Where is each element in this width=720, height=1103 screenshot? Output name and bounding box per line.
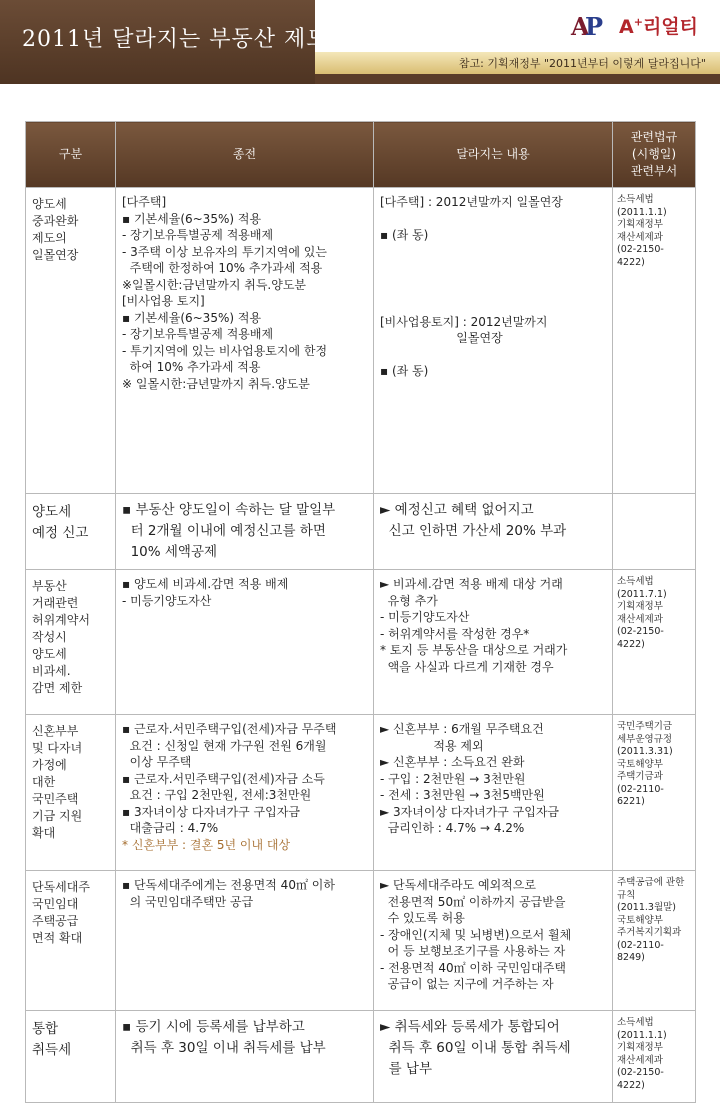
row-after: ► 예정신고 혜택 없어지고 신고 인하면 가산세 20% 부과 <box>374 494 613 570</box>
policy-table <box>25 121 696 1103</box>
title-banner <box>0 0 329 84</box>
row-category: 양도세 중과완화 제도의 일몰연장 <box>26 188 116 494</box>
row-category: 양도세 예정 신고 <box>26 494 116 570</box>
row-after: ► 취득세와 등록세가 통합되어 취득 후 60일 이내 통합 취득세 를 납부 <box>374 1011 613 1103</box>
row-after: ► 신혼부부 : 6개월 무주택요건 적용 제외 ► 신혼부부 : 소득요건 완화 - 구입 : 2천만원 → 3천만원 - 전세 : 3천만원 → 3천5백만원 ► 3자녀이상 다자녀가구 구입자금 금리인하 : 4.7% → 4.2% <box>374 715 613 871</box>
row-category: 신혼부부 및 다자녀 가정에 대한 국민주택 기금 지원 확대 <box>26 715 116 871</box>
row-category: 부동산 거래관련 허위계약서 작성시 양도세 비과세. 감면 제한 <box>26 570 116 715</box>
row-after: [다주택] : 2012년말까지 일몰연장 ▪ (좌 동) [비사업용토지] : 2012년말까지 일몰연장 ▪ (좌 동) <box>374 188 613 494</box>
header-law: 관련법규 (시행일) 관련부서 <box>613 122 696 188</box>
realty-logo <box>569 10 698 40</box>
page-title: 2011년 달라지는 부동산 제도 <box>22 27 329 52</box>
row-law: 국민주택기금 세부운영규정 (2011.3.31) 국토해양부 주택기금과 (02-2110- 6221) <box>613 715 696 871</box>
table-row <box>26 1011 696 1103</box>
row-after: ► 비과세.감면 적용 배제 대상 거래 유형 추가 - 미등기양도자산 - 허위계약서를 작성한 경우* * 토지 등 부동산을 대상으로 거래가 액을 사실과 다르게 기재한 경우 <box>374 570 613 715</box>
row-law: 소득세법 (2011.7.1) 기획재정부 재산세제과 (02-2150- 4222) <box>613 570 696 715</box>
row-law: 소득세법 (2011.1.1) 기획재정부 재산세제과 (02-2150- 4222) <box>613 1011 696 1103</box>
row-before: ▪ 부동산 양도일이 속하는 달 말일부 터 2개월 이내에 예정신고를 하면 10% 세액공제 <box>116 494 374 570</box>
table-header-row <box>26 122 696 188</box>
source-note: 참고: 기획재정부 "2011년부터 이렇게 달라집니다" <box>458 57 706 70</box>
row-after: ► 단독세대주라도 예외적으로 전용면적 50㎡ 이하까지 공급받을 수 있도록 허용 - 장애인(지체 및 뇌병변)으로서 휠체 어 등 보행보조기구를 사용하는 자 - 전용면적 40㎡ 이하 국민임대주택 공급이 없는 지구에 거주하는 자 <box>374 871 613 1011</box>
row-category: 통합 취득세 <box>26 1011 116 1103</box>
table-row <box>26 570 696 715</box>
row-before: ▪ 등기 시에 등록세를 납부하고 취득 후 30일 이내 취득세를 납부 <box>116 1011 374 1103</box>
table-row <box>26 871 696 1011</box>
header-divider <box>315 74 720 84</box>
row-law: 소득세법 (2011.1.1) 기획재정부 재산세제과 (02-2150- 4222) <box>613 188 696 494</box>
header-before: 종전 <box>116 122 374 188</box>
table-row <box>26 715 696 871</box>
row-before: ▪ 양도세 비과세.감면 적용 배제 - 미등기양도자산 <box>116 570 374 715</box>
table-row <box>26 188 696 494</box>
logo-text: A+리얼티 <box>619 15 698 38</box>
row-before: [다주택] ▪ 기본세율(6~35%) 적용 - 장기보유특별공제 적용배제 - 3주택 이상 보유자의 투기지역에 있는 주택에 한정하여 10% 추가과세 적용 ※일몰시한:금년말까지 취득.양도분 [비사업용 토지] ▪ 기본세율(6~35%) 적용 - 장기보유특별공제 적용배제 - 투기지역에 있는 비사업용토지에 한정 하여 10% 추가과세 적용 ※ 일몰시한:금년말까지 취득.양도분 <box>116 188 374 494</box>
row-before: ▪ 근로자.서민주택구입(전세)자금 무주택 요건 : 신청일 현재 가구원 전원 6개월 이상 무주택 ▪ 근로자.서민주택구입(전세)자금 소득 요건 : 구입 2천만원, 전세:3천만원 ▪ 3자녀이상 다자녀가구 구입자금 대출금리 : 4.7% * 신혼부부 : 결혼 5년 이내 대상 <box>116 715 374 871</box>
newlywed-note: * 신혼부부 : 결혼 5년 이내 대상 <box>122 837 291 852</box>
row-category: 단독세대주 국민임대 주택공급 면적 확대 <box>26 871 116 1011</box>
header-after: 달라지는 내용 <box>374 122 613 188</box>
row-before: ▪ 단독세대주에게는 전용면적 40㎡ 이하 의 국민임대주택만 공급 <box>116 871 374 1011</box>
row-law: 주택공급에 관한 규칙 (2011.3월말) 국토해양부 주거복지기획과 (02-2110- 8249) <box>613 871 696 1011</box>
ap-logo-icon: A P <box>571 12 604 41</box>
table-row <box>26 494 696 570</box>
row-law <box>613 494 696 570</box>
header-category: 구분 <box>26 122 116 188</box>
